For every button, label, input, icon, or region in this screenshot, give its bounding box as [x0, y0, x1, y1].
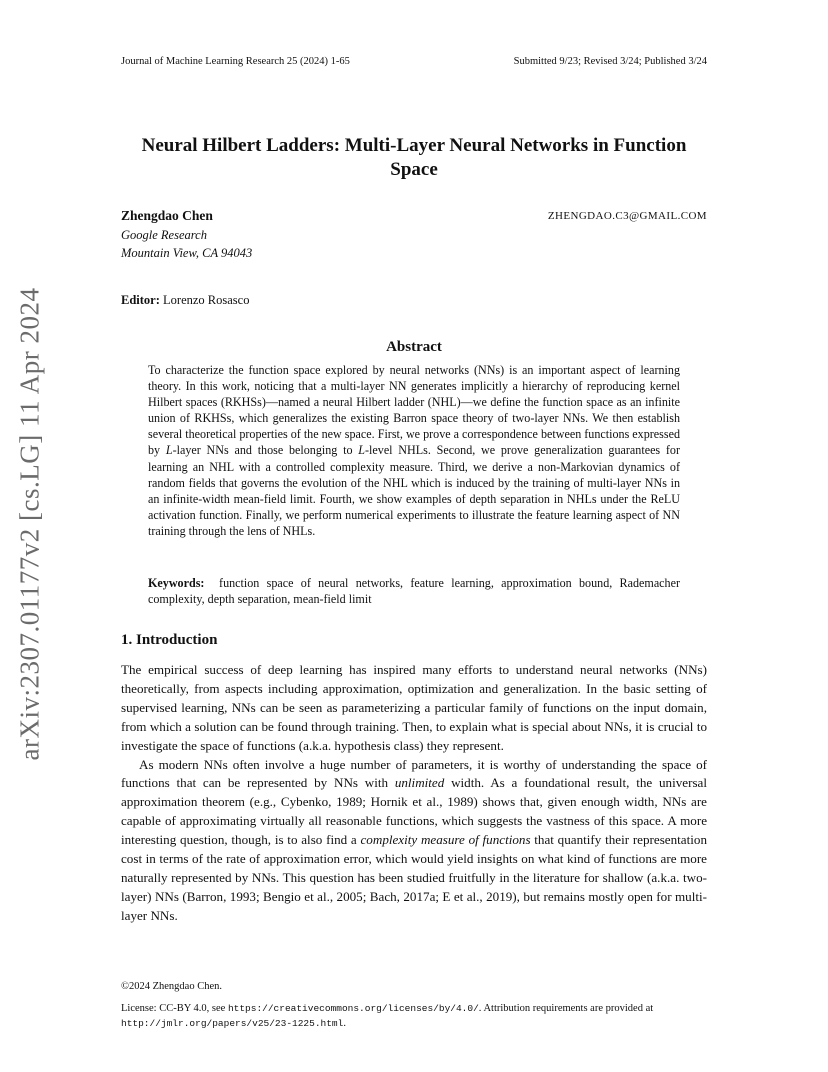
- keywords: [148, 575, 680, 607]
- author-address: Mountain View, CA 94043: [121, 246, 253, 260]
- paragraph-text: that quantify their representation cost in terms of the rate of approximation error, which would yield insights on what kind of functions are more naturally represented by NNs. This question has been studied fruitfully in the literature for shallow (a.k.a. two-layer) NNs (Barron, 1993; Bengio et al., 2005; Bach, 2017a; E et al., 2019), but remains mostly open for multi-layer NNs.: [121, 832, 707, 923]
- license-text: License: CC-BY 4.0, see: [121, 1003, 228, 1014]
- emphasis-unlimited: unlimited: [394, 775, 445, 791]
- editor-name: Lorenzo Rosasco: [163, 293, 250, 307]
- license-text: .: [343, 1018, 346, 1029]
- author-name: Zhengdao Chen: [121, 208, 213, 223]
- license-link[interactable]: https://creativecommons.org/licenses/by/4.0/: [227, 1003, 479, 1014]
- keywords-label: Keywords:: [148, 576, 205, 590]
- paper-title: Neural Hilbert Ladders: Multi-Layer Neural Networks in Function Space: [141, 135, 687, 180]
- paragraph-text: As modern NNs often involve a huge number of parameters, it is worthy of understanding the space of functions that can be represented by NNs with: [121, 756, 707, 791]
- section-heading-introduction: 1. Introduction: [121, 632, 218, 648]
- paragraph: [121, 756, 707, 926]
- journal-header: Journal of Machine Learning Research 25 (2024) 1-65: [121, 56, 350, 67]
- editor-label: Editor:: [121, 293, 160, 307]
- abstract-text-2: -layer NNs and those belonging to: [172, 443, 359, 458]
- emphasis-complexity-measure: complexity measure of functions: [360, 832, 531, 848]
- abstract-body: [148, 362, 680, 539]
- license-notice: [121, 1001, 707, 1031]
- paragraph: The empirical success of deep learning has inspired many efforts to understand neural networks (NNs) theoretically, from aspects including approximation, optimization and generalization. In the basic setting of supervised learning, NNs can be seen as parameterizing a particular family of functions on the input domain, from which a solution can be found through training. Then, to explain what is special about NNs, it is crucial to investigate the space of functions (a.k.a. hypothesis class) they represent.: [121, 662, 707, 753]
- license-text: . Attribution requirements are provided at: [478, 1003, 654, 1014]
- copyright-notice: ©2024 Zhengdao Chen.: [121, 981, 223, 992]
- attribution-link[interactable]: http://jmlr.org/papers/v25/23-1225.html: [121, 1018, 344, 1029]
- keywords-text: function space of neural networks, feature learning, approximation bound, Rademacher complexity, depth separation, mean-field limit: [148, 576, 680, 607]
- publication-dates: Submitted 9/23; Revised 3/24; Published 3/24: [513, 56, 707, 67]
- paragraph-text: width. As a foundational result, the universal approximation theorem (e.g., Cybenko, 1989; Hornik et al., 1989) shows that, given enough width, NNs are capable of approximating virtually all reasonable functions, which suggests the vastness of this space. A more interesting question, though, is to also find a: [121, 775, 707, 848]
- abstract-math-L1: L: [165, 443, 173, 458]
- author-email: ZHENGDAO.C3@GMAIL.COM: [547, 210, 707, 222]
- arxiv-stamp: [8, 286, 52, 761]
- abstract-heading: Abstract: [386, 339, 442, 355]
- abstract-math-L2: L: [358, 443, 366, 458]
- abstract-text-3: -level NHLs. Second, we prove generalization guarantees for learning an NHL with a controlled complexity measure. Third, we derive a non-Markovian dynamics of random fields that governs the evolution of the NHL which is induced by the training of multi-layer NNs in an infinite-width mean-field limit. Fourth, we show examples of depth separation in NHLs under the ReLU activation function. Finally, we perform numerical experiments to illustrate the feature learning aspect of NN training through the lens of NHLs.: [148, 443, 680, 538]
- author-affiliation: Google Research: [121, 228, 207, 242]
- arxiv-stamp-text: arXiv:2307.01177v2 [cs.LG] 11 Apr 2024: [14, 287, 45, 760]
- abstract-text-1: To characterize the function space explored by neural networks (NNs) is an important aspect of learning theory. In this work, noticing that a multi-layer NN generates implicitly a hierarchy of reproducing kernel Hilbert spaces (RKHSs)—named a neural Hilbert ladder (NHL)—we define the function space as an infinite union of RKHSs, which generalizes the existing Barron space theory of two-layer NNs. We then establish several theoretical properties of the new space. First, we prove a correspondence between functions expressed by: [148, 363, 680, 458]
- editor-line: [121, 293, 249, 308]
- introduction-body: [121, 661, 707, 926]
